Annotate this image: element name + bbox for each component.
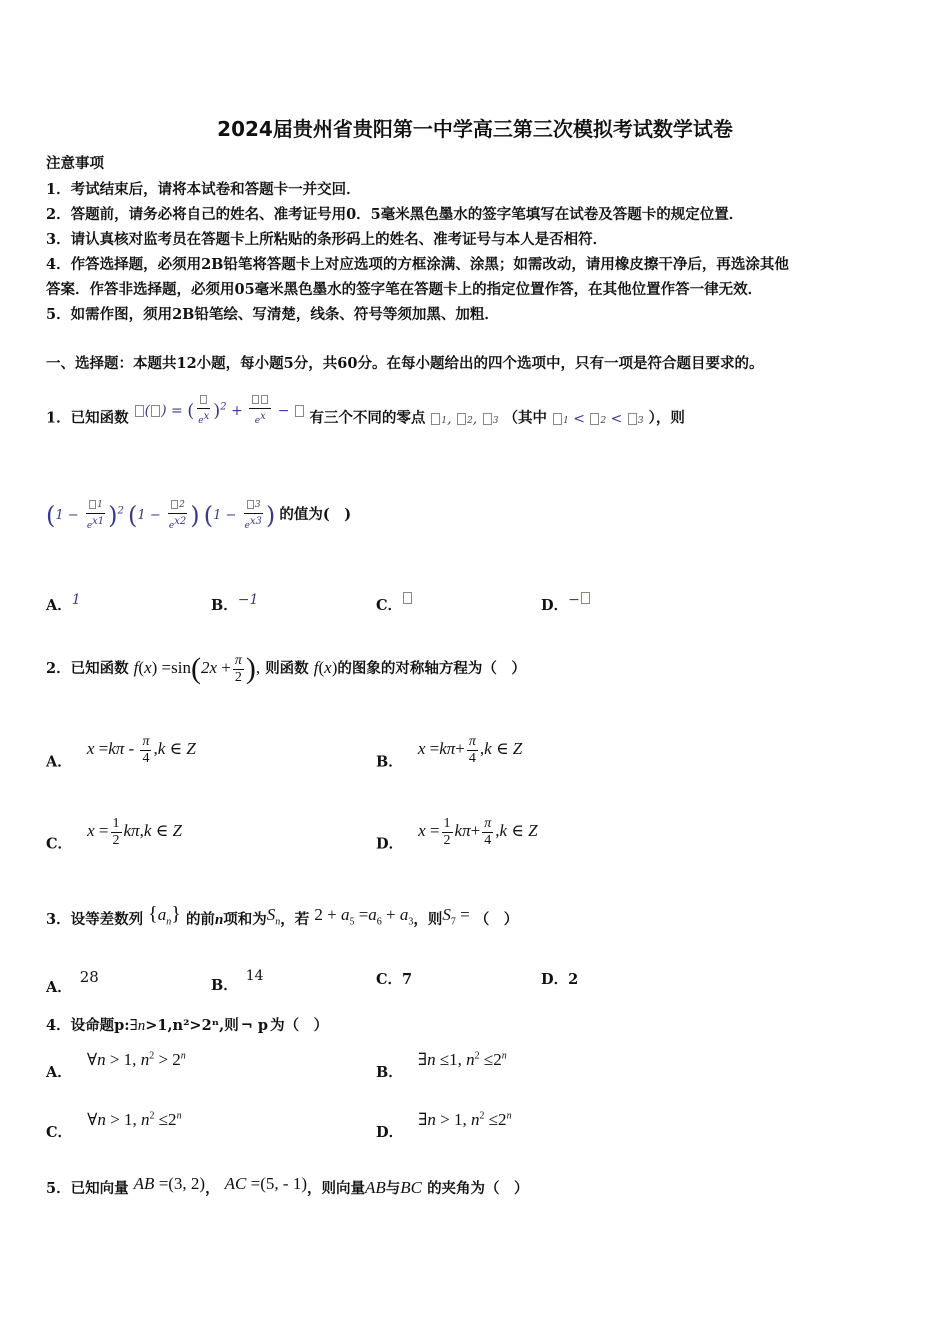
q2-option-b[interactable]: B． x =kπ+ $\frac{\pi}{4}$ ,k ∈ Z bbox=[376, 734, 523, 771]
q1-prefix: 1．已知函数 bbox=[46, 409, 129, 427]
q2-function-formula: f(x) =sin(2x + $\frac{\pi}{2}$ ), bbox=[133, 652, 261, 685]
q3-option-a[interactable]: A．28 bbox=[46, 968, 99, 996]
q2-suffix: 的图象的对称轴方程为（ ） bbox=[337, 659, 526, 677]
q3-sum: $S_n$ bbox=[266, 905, 281, 928]
section-heading: 一、选择题：本题共12小题，每小题5分，共60分。在每小题给出的四个选项中，只有一项是符合题目要求的。 bbox=[46, 355, 764, 372]
q1-option-c[interactable]: C． bbox=[376, 592, 413, 615]
q2-option-a[interactable]: A． x =kπ - $\frac{\pi}{4}$ ,k ∈ Z bbox=[46, 734, 196, 771]
notice-item-2: 2．答题前，请务必将自己的姓名、准考证号用0．5毫米黑色墨水的签字笔填写在试卷及答题卡的规定位置． bbox=[46, 206, 744, 223]
question-1 bbox=[46, 392, 685, 429]
q2-prefix: 2．已知函数 bbox=[46, 659, 129, 677]
q3-option-b[interactable]: B．14 bbox=[211, 968, 264, 994]
q1-cond-close: ），则 bbox=[648, 409, 685, 427]
q1-mid: 有三个不同的零点 bbox=[309, 409, 426, 427]
question-5: 5．已知向量 AB =(3, 2)， AC =(5, - 1)，则向量AB与BC 的夹角为（ ） bbox=[46, 1174, 529, 1197]
q3-option-c[interactable]: C．7 bbox=[376, 971, 413, 988]
q3-option-d[interactable]: D．2 bbox=[541, 971, 579, 988]
q2-option-d[interactable]: D． x = $\frac{1}{2}$ kπ+ $\frac{\pi}{4}$ ,k ∈ Z bbox=[376, 816, 538, 853]
question-1-expression bbox=[46, 497, 351, 534]
q2-mid: 则函数 bbox=[265, 659, 309, 677]
q3-condition: $2 + a_5 =a_6 + a_3$ bbox=[314, 905, 414, 928]
q1-zeros-image: 1, 2, 3 bbox=[430, 411, 498, 427]
notice-item-1: 1．考试结束后，请将本试卷和答题卡一并交回． bbox=[46, 181, 361, 198]
notice-item-4-cont: 答案．作答非选择题，必须用05毫米黑色墨水的签字笔在答题卡上的指定位置作答，在其他位置作答一律无效． bbox=[46, 281, 763, 298]
q5-vector-ab: AB =(3, 2) bbox=[133, 1174, 206, 1193]
q2-function-ref: f(x) bbox=[313, 657, 338, 677]
q3-target: $S_7$ = bbox=[442, 905, 470, 928]
q1-option-d[interactable]: D．− bbox=[541, 592, 591, 615]
q3-sequence: $\{a_n\}$ bbox=[148, 903, 181, 928]
q4-option-d[interactable]: D． ∃n > 1, $n^2 \le 2^n$ bbox=[376, 1110, 512, 1141]
q1-cond-open: （其中 bbox=[503, 409, 547, 427]
q1-option-a[interactable]: A．1 bbox=[46, 592, 81, 614]
notice-item-4: 4．作答选择题，必须用2B铅笔将答题卡上对应选项的方框涂满、涂黑；如需改动，请用橡皮擦干净后，再选涂其他 bbox=[46, 256, 789, 273]
question-4: 4．设命题p:∃n>1,n²>2ⁿ,则 ¬ p 为（ ） bbox=[46, 1017, 329, 1034]
q4-option-a[interactable]: A． ∀n > 1, $n^2 > 2^n$ bbox=[46, 1050, 186, 1081]
q5-vector-ac: AC =(5, - 1) bbox=[224, 1174, 307, 1193]
q1-option-b[interactable]: B．−1 bbox=[211, 592, 259, 614]
question-2 bbox=[46, 652, 526, 686]
q1-order-image: 1 < 2 < 3 bbox=[552, 411, 643, 427]
notice-item-3: 3．请认真核对监考员在答题卡上所粘贴的条形码上的姓名、准考证号与本人是否相符． bbox=[46, 231, 608, 248]
q4-option-c[interactable]: C． ∀n > 1, $n^2 \le 2^n$ bbox=[46, 1110, 182, 1141]
q4-option-b[interactable]: B． ∃n ≤1, $n^2 \le 2^n$ bbox=[376, 1050, 507, 1081]
q2-option-c[interactable]: C． x = $\frac{1}{2}$ kπ,k ∈ Z bbox=[46, 816, 182, 853]
q1-product-image: (1 − $\frac{1}{e^{x1}}$ )$^2$ (1 − $\frac{2}{e^{x2}}$ ) (1 − $\frac{3}{e^{x3}}$ ) bbox=[46, 508, 279, 523]
notice-heading: 注意事项 bbox=[46, 155, 104, 172]
q1-suffix: 的值为( ) bbox=[279, 506, 352, 523]
page-title: 2024届贵州省贵阳第一中学高三第三次模拟考试数学试卷 bbox=[217, 117, 733, 141]
question-3: 3．设等差数列 $\{a_n\}$ 的前n项和为$S_n$，若 $2 + a_5 =a_6 + a_3$，则$S_7$ = （ ） bbox=[46, 903, 519, 928]
q3-prefix: 3．设等差数列 bbox=[46, 911, 144, 928]
notice-item-5: 5．如需作图，须用2B铅笔绘、写清楚，线条、符号等须加黑、加粗． bbox=[46, 306, 499, 323]
q1-function-image: ( ) = ( $e^x$ )$^2$ + $e^x$ − bbox=[134, 403, 310, 419]
